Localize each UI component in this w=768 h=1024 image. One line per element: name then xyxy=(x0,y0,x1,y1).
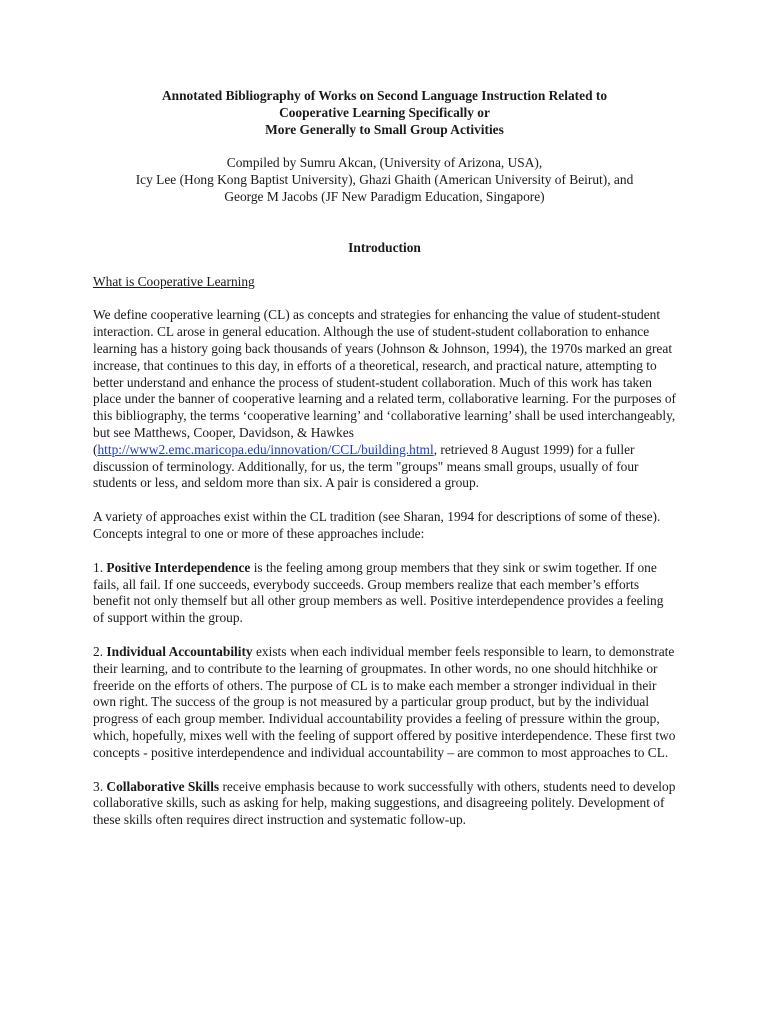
concept-term: Positive Interdependence xyxy=(106,559,251,575)
paragraph-text: We define cooperative learning (CL) as concepts and strategies for enhancing the value of student-student interaction. CL arose in general education. Although the use of student-student collaboration to enhance learning has a history going back thousands of years (Johnson & Johnson, 1994), the 1970s marked an great increase, that continues to this day, in efforts of a theoretical, research, and practical nature, attempting to better understand and enhance the process of student-student collaboration. Much of this work has taken place under the banner of cooperative learning and a related term, collaborative learning. For the purposes of this bibliography, the terms ‘cooperative learning’ and ‘collaborative learning’ shall be used interchangeably, but see Matthews, Cooper, Davidson, & Hawkes ( xyxy=(93,307,676,457)
concept-item xyxy=(93,644,676,762)
concept-number: 2. xyxy=(93,643,104,659)
concept-term: Collaborative Skills xyxy=(106,778,220,794)
concept-number: 3. xyxy=(93,778,104,794)
paragraph-text: , retrieved 8 August 1999) for a fuller discussion of terminology. Additionally, for us, the term "groups" means small groups, usually of four students or less, and seldom more than six. A pair is considered a group. xyxy=(93,441,639,491)
compiler-line: George M Jacobs (JF New Paradigm Education, Singapore) xyxy=(224,188,545,204)
compiler-line: Icy Lee (Hong Kong Baptist University), Ghazi Ghaith (American University of Beirut), and xyxy=(135,172,634,188)
concept-item xyxy=(93,560,676,627)
concept-text: receive emphasis because to work successfully with others, students need to develop collaborative skills, such as asking for help, making suggestions, and disagreeing politely. Development of these skills often requires direct instruction and systematic follow-up. xyxy=(93,778,676,828)
concept-text: exists when each individual member feels responsible to learn, to demonstrate their learning, and to contribute to the learning of groupmates. In other words, no one should hitchhike or freeride on the efforts of others. The purpose of CL is to make each member a stronger individual in their own right. The success of the group is not measured by a particular group product, but by the individual progress of each group member. Individual accountability provides a feeling of pressure within the group, which, hopefully, mixes well with the feeling of support offered by positive interdependence. These first two concepts - positive interdependence and individual accountability – are common to most approaches to CL. xyxy=(93,643,676,760)
concept-text: is the feeling among group members that they sink or swim together. If one fails, all fail. If one succeeds, everybody succeeds. Group members realize that each member’s efforts benefit not only themself but all other group members as well. Positive interdependence provides a feeling of support within the group. xyxy=(93,559,664,626)
document-page xyxy=(93,88,676,829)
concept-term: Individual Accountability xyxy=(106,643,253,659)
title-line: More Generally to Small Group Activities xyxy=(265,121,504,137)
paragraph-definition xyxy=(93,307,676,492)
compiler-line: Compiled by Sumru Akcan, (University of Arizona, USA), xyxy=(226,155,543,171)
subheading-what-is-cl: What is Cooperative Learning xyxy=(93,273,255,289)
title-line: Annotated Bibliography of Works on Second Language Instruction Related to xyxy=(161,88,608,103)
document-title xyxy=(93,88,676,138)
paragraph-approaches: A variety of approaches exist within the CL tradition (see Sharan, 1994 for descriptions of some of these). Concepts integral to one or more of these approaches include: xyxy=(93,509,661,541)
ccl-building-link[interactable]: http://www2.emc.maricopa.edu/innovation/CCL/building.html xyxy=(97,441,434,457)
section-heading-introduction: Introduction xyxy=(348,239,421,255)
concept-item xyxy=(93,779,676,829)
title-line: Cooperative Learning Specifically or xyxy=(279,104,490,120)
concept-number: 1. xyxy=(93,559,104,575)
compilers-block xyxy=(93,155,676,205)
